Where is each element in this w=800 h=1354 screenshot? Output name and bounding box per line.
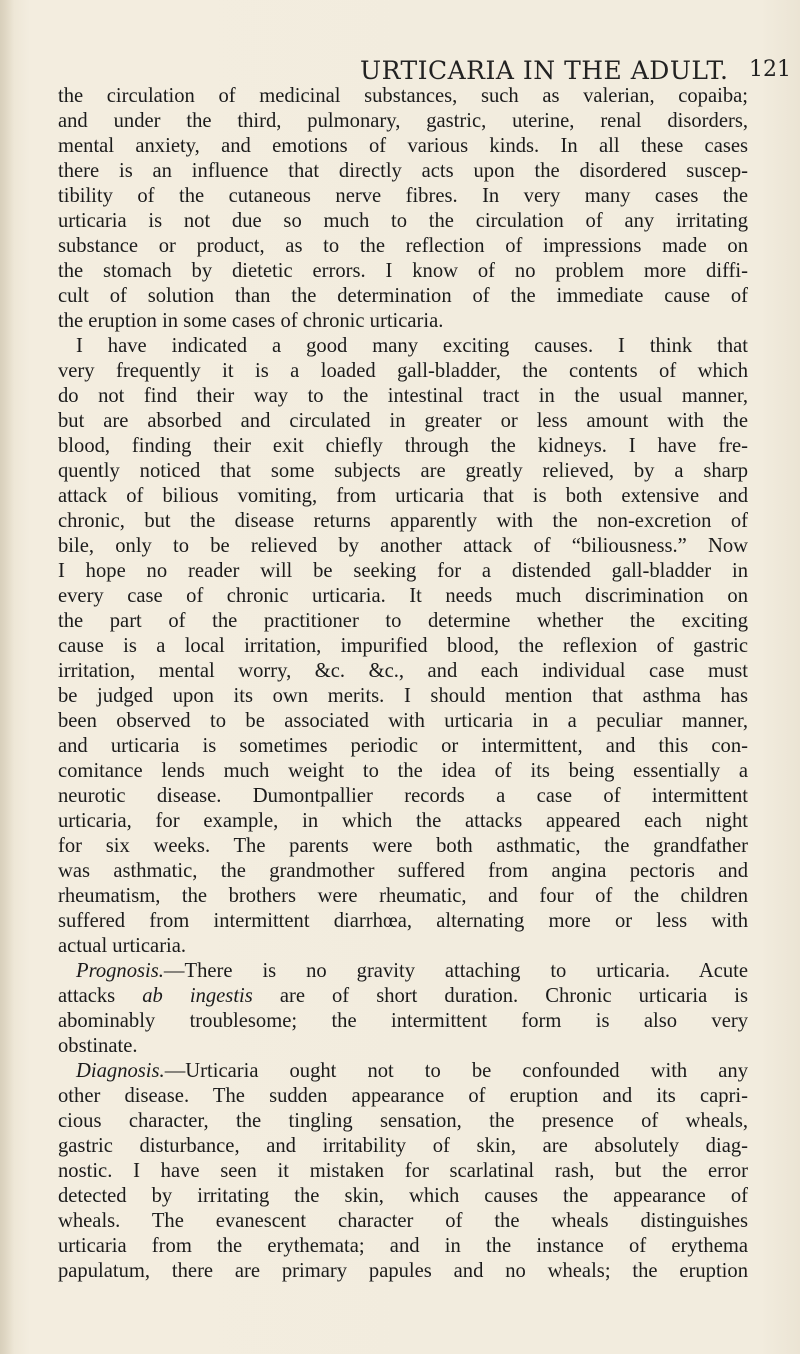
text-line: Diagnosis.—Urticaria ought not to be confounded with any: [76, 1060, 748, 1082]
text-line: do not find their way to the intestinal tract in the usual manner,: [58, 385, 748, 407]
text-line: comitance lends much weight to the idea of its being essentially a: [58, 760, 748, 782]
text-line: urticaria, for example, in which the attacks appeared each night: [58, 810, 748, 832]
text-line: blood, finding their exit chiefly through the kidneys. I have fre-: [58, 435, 748, 457]
text-line: wheals. The evanescent character of the wheals distinguishes: [58, 1210, 748, 1232]
text-line: cious character, the tingling sensation, the presence of wheals,: [58, 1110, 748, 1132]
text-line: I hope no reader will be seeking for a distended gall-bladder in: [58, 560, 748, 582]
text-line: suffered from intermittent diarrhœa, alternating more or less with: [58, 910, 748, 932]
page-gutter-shadow: [0, 0, 14, 1354]
text-line: urticaria from the erythemata; and in the instance of erythema: [58, 1235, 748, 1257]
text-line: obstinate.: [58, 1035, 138, 1057]
text-line: papulatum, there are primary papules and no wheals; the eruption: [58, 1260, 748, 1282]
text-line: was asthmatic, the grandmother suffered from angina pectoris and: [58, 860, 748, 882]
text-line: abominably troublesome; the intermittent form is also very: [58, 1010, 748, 1032]
text-line: but are absorbed and circulated in greater or less amount with the: [58, 410, 748, 432]
text-line: quently noticed that some subjects are greatly relieved, by a sharp: [58, 460, 748, 482]
text-line: every case of chronic urticaria. It needs much discrimination on: [58, 585, 748, 607]
text-line: the eruption in some cases of chronic urticaria.: [58, 310, 444, 332]
text-line: I have indicated a good many exciting causes. I think that: [76, 335, 748, 357]
section-heading: Diagnosis.: [76, 1060, 165, 1082]
text-line: the part of the practitioner to determine whether the exciting: [58, 610, 748, 632]
body-text: [58, 84, 748, 1284]
text-line: cause is a local irritation, impurified blood, the reflexion of gastric: [58, 635, 748, 657]
text-line: other disease. The sudden appearance of eruption and its capri-: [58, 1085, 748, 1107]
text-line: there is an influence that directly acts upon the disordered suscep-: [58, 160, 748, 182]
text-line: irritation, mental worry, &c. &c., and each individual case must: [58, 660, 748, 682]
text-line: rheumatism, the brothers were rheumatic, and four of the children: [58, 885, 748, 907]
text-line: cult of solution than the determination of the immediate cause of: [58, 285, 748, 307]
text-line: attacks ab ingestis are of short duration. Chronic urticaria is: [58, 985, 748, 1007]
text-line: nostic. I have seen it mistaken for scarlatinal rash, but the error: [58, 1160, 748, 1182]
text-line: been observed to be associated with urticaria in a peculiar manner,: [58, 710, 748, 732]
text-line: detected by irritating the skin, which causes the appearance of: [58, 1185, 748, 1207]
text-line: mental anxiety, and emotions of various kinds. In all these cases: [58, 135, 748, 157]
section-heading: Prognosis.: [76, 960, 164, 982]
text-line: tibility of the cutaneous nerve fibres. In very many cases the: [58, 185, 748, 207]
text-line: be judged upon its own merits. I should mention that asthma has: [58, 685, 748, 707]
text-line: and urticaria is sometimes periodic or intermittent, and this con-: [58, 735, 748, 757]
text-line: substance or product, as to the reflection of impressions made on: [58, 235, 748, 257]
text-line: and under the third, pulmonary, gastric, uterine, renal disorders,: [58, 110, 748, 132]
page-number: 121: [749, 57, 791, 82]
text-line: actual urticaria.: [58, 935, 187, 957]
text-line: the stomach by dietetic errors. I know of no problem more diffi-: [58, 260, 748, 282]
text-line: bile, only to be relieved by another attack of “biliousness.” Now: [58, 535, 748, 557]
text-line: neurotic disease. Dumontpallier records a case of intermittent: [58, 785, 748, 807]
text-line: attack of bilious vomiting, from urticaria that is both extensive and: [58, 485, 748, 507]
text-line: the circulation of medicinal substances, such as valerian, copaiba;: [58, 85, 748, 107]
text-line: Prognosis.—There is no gravity attaching to urticaria. Acute: [76, 960, 748, 982]
text-line: urticaria is not due so much to the circulation of any irritating: [58, 210, 748, 232]
text-line: very frequently it is a loaded gall-bladder, the contents of which: [58, 360, 748, 382]
text-line: for six weeks. The parents were both asthmatic, the grandfather: [58, 835, 748, 857]
text-line: gastric disturbance, and irritability of skin, are absolutely diag-: [58, 1135, 748, 1157]
text-line: chronic, but the disease returns apparently with the non-excretion of: [58, 510, 748, 532]
running-title: URTICARIA IN THE ADULT.: [360, 56, 729, 85]
